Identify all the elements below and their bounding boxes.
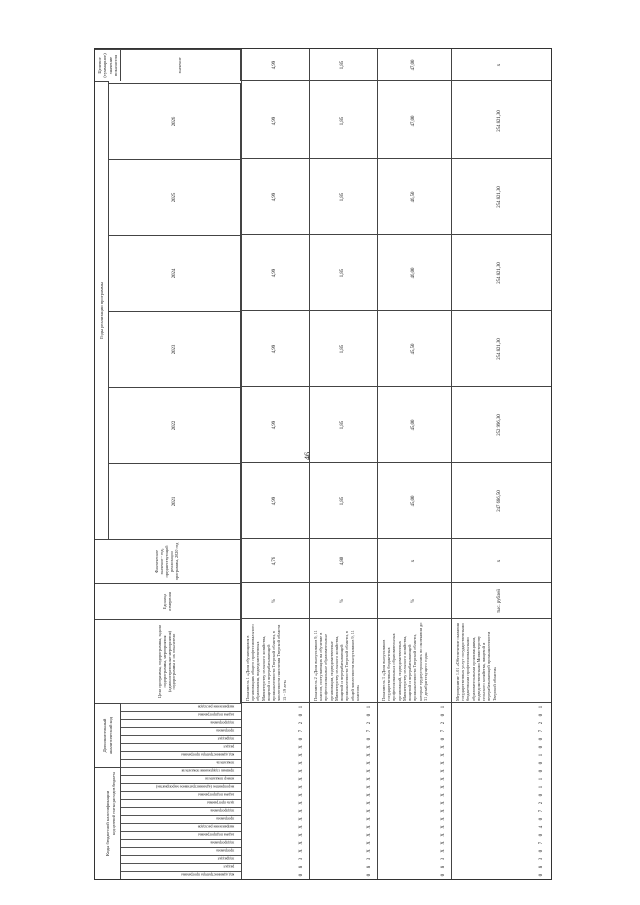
code-column-header (121, 703, 241, 711)
code-digit: X (367, 841, 372, 845)
code-column-label: направление расходов (198, 704, 235, 709)
fact-value: x (497, 559, 502, 563)
code-column-header (121, 727, 241, 735)
code-column-label: признак содержания показателя (181, 768, 235, 773)
row-separator (377, 49, 378, 879)
unit-value: % (411, 599, 416, 603)
code-column-header (121, 847, 241, 855)
code-column-label: номер показателя (205, 776, 235, 781)
column-divider (241, 618, 551, 619)
code-digit: 1 (367, 705, 372, 709)
code-digit: X (367, 809, 372, 813)
code-digit: 2 (441, 721, 446, 725)
code-column-header (121, 743, 241, 751)
code-digit: 0 (299, 873, 304, 877)
code-column-label: код администратора программы (181, 872, 235, 877)
target-value: 47,00 (411, 59, 416, 71)
code-column-header (121, 735, 241, 743)
code-digit: 3 (539, 857, 544, 861)
code-column-label: подраздел (218, 856, 235, 861)
year-value: 4,99 (272, 268, 277, 278)
code-digit: 0 (367, 713, 372, 717)
code-digit: X (299, 841, 304, 845)
code-digit: 1 (441, 705, 446, 709)
code-digits-row (539, 703, 545, 879)
year-value: 252 996,30 (497, 414, 502, 436)
code-digit: 1 (539, 785, 544, 789)
code-digit: 0 (299, 713, 304, 717)
code-column-header (121, 839, 241, 847)
code-digit: 7 (539, 809, 544, 813)
code-digit: X (299, 761, 304, 765)
fact-column-header: Фактическое значение - год, предшествующий реализации программы, 2020 год (95, 539, 241, 583)
column-divider (241, 702, 551, 703)
code-digit: X (299, 801, 304, 805)
code-digit: 0 (367, 737, 372, 741)
code-column-header (121, 831, 241, 839)
page-number: 46 (303, 452, 312, 460)
indicator-description: Показатель 3 «Доля выпускников государственных бюджетных профессиональных образовательных организаций, подведомственных Министерству сельского хозяйства, пищевой и перерабатывающей промышленности Тверской области, которые трудоустроились по окончании до 31 декабря текущего года» (381, 622, 428, 701)
code-column-label: код администратора программы (181, 752, 235, 757)
column-divider (241, 582, 551, 583)
code-digit: X (441, 801, 446, 805)
code-digit: 8 (367, 865, 372, 869)
code-digit: 8 (539, 865, 544, 869)
codes-header: Коды бюджетной классификации (95, 767, 121, 879)
year-value: 254 821,30 (497, 338, 502, 360)
code-digit: 0 (539, 737, 544, 741)
code-digit: 3 (441, 857, 446, 861)
program-indicators-table (94, 48, 552, 880)
code-digit: 7 (299, 729, 304, 733)
indicator-description: Показатель 2 «Доля выпускников 9, 11 классов, поступающих на обучение в профессиональные образовательные организации, подведомственные Министерству сельского хозяйства, пищевой и перерабатывающей промышленности Тверской области, в общей численности выпускников 9, 11 классов» (313, 630, 360, 701)
code-digit: 0 (539, 713, 544, 717)
code-digits-row (441, 703, 447, 879)
code-column-label: раздел (223, 744, 235, 749)
code-digit: X (299, 825, 304, 829)
code-digit: X (299, 777, 304, 781)
row-separator (241, 49, 242, 879)
year-value: 254 821,30 (497, 262, 502, 284)
code-digit: 0 (539, 761, 544, 765)
code-digit: X (299, 753, 304, 757)
code-digit: X (367, 817, 372, 821)
code-column-header (121, 775, 241, 783)
code-digit: 2 (539, 721, 544, 725)
year-value: 254 821,30 (497, 110, 502, 132)
column-divider (241, 158, 551, 159)
code-digit: 0 (441, 713, 446, 717)
code-digit: 0 (441, 873, 446, 877)
code-digits-row (367, 703, 373, 879)
code-digit: 2 (367, 721, 372, 725)
code-digit: X (299, 785, 304, 789)
code-digit: X (367, 785, 372, 789)
code-digit: X (367, 769, 372, 773)
column-divider (241, 310, 551, 311)
target-value: x (497, 63, 502, 67)
code-digit: 8 (299, 865, 304, 869)
code-digit: X (299, 793, 304, 797)
code-column-label: подпрограмма (210, 840, 235, 845)
year-value: 45,50 (411, 343, 416, 355)
code-column-header (121, 823, 241, 831)
code-digit: 2 (539, 801, 544, 805)
code-digit: 0 (539, 817, 544, 821)
year-value: 4,99 (272, 192, 277, 202)
code-column-label: задача подпрограммы (198, 712, 235, 717)
year-value: 46,00 (411, 267, 416, 279)
code-digit: 0 (539, 833, 544, 837)
code-digit: X (367, 801, 372, 805)
year-value: 1,85 (340, 344, 345, 354)
code-digit: X (441, 761, 446, 765)
indicator-description: Показатель 1 «Доля обучающихся в организациях общего профессионального образования, подведомственных Министерству сельского хозяйства, пищевой и перерабатывающей промышленности Тверской области, в численности населения Тверской области 15 - 19 лет» (245, 624, 287, 701)
code-column-header (121, 759, 241, 767)
code-digit: X (299, 809, 304, 813)
fact-value: 4,76 (272, 556, 277, 566)
extra-code-header: Дополнительный аналитический код (95, 703, 121, 767)
code-digit: X (441, 833, 446, 837)
code-digit: X (367, 753, 372, 757)
year-value: 47,00 (411, 115, 416, 127)
year-value: 4,99 (272, 344, 277, 354)
code-digit: 0 (539, 873, 544, 877)
code-digit: X (367, 849, 372, 853)
code-digit: 1 (539, 705, 544, 709)
code-digit: 0 (299, 737, 304, 741)
year-value: 1,85 (340, 116, 345, 126)
year-value: 45,00 (411, 419, 416, 431)
column-divider (241, 234, 551, 235)
year-value: 1,85 (340, 420, 345, 430)
code-column-header (121, 863, 241, 871)
unit-value: % (272, 599, 277, 603)
year-value: 254 821,30 (497, 186, 502, 208)
code-column-label: подпрограмма (210, 808, 235, 813)
target-value: 1,85 (340, 60, 345, 70)
code-column-header (121, 751, 241, 759)
code-digit: X (367, 833, 372, 837)
code-column-label: направление расходов (198, 824, 235, 829)
code-digit: X (367, 745, 372, 749)
code-digit: X (299, 745, 304, 749)
year-value: 1,85 (340, 268, 345, 278)
row-separator (309, 49, 310, 879)
code-digit: 7 (441, 729, 446, 733)
code-column-header (121, 783, 241, 791)
code-digit: 0 (539, 793, 544, 797)
years-header: Годы реализации программы (95, 81, 109, 539)
code-digit: X (299, 849, 304, 853)
code-column-header (121, 855, 241, 863)
code-digit: X (441, 753, 446, 757)
code-column-header (121, 799, 241, 807)
target-value: 4,99 (272, 60, 277, 70)
code-digit: 3 (367, 857, 372, 861)
column-divider (241, 80, 551, 81)
code-digit: X (299, 769, 304, 773)
indicator-description: Мероприятие 1.01 «Обеспечение оказания государственных услуг государственными бюджетными профессиональными образовательными организациями, подведомственными Министерству сельского хозяйства, пищевой и перерабатывающей промышленности Тверской области» (455, 623, 497, 701)
code-digit: X (299, 817, 304, 821)
code-column-header (121, 711, 241, 719)
code-digit: X (441, 841, 446, 845)
code-digit: 3 (299, 857, 304, 861)
code-column-label: подраздел (218, 736, 235, 741)
code-digit: X (441, 817, 446, 821)
code-column-header (121, 871, 241, 879)
unit-column-header: Единица измерения (95, 583, 241, 619)
code-digit: X (441, 769, 446, 773)
column-divider (241, 386, 551, 387)
year-column-header: 2024 (109, 235, 241, 311)
code-digit: X (367, 793, 372, 797)
code-digit: 0 (539, 745, 544, 749)
code-column-label: цель программы (207, 800, 235, 805)
code-column-label: показатель (216, 760, 235, 765)
code-column-header (121, 791, 241, 799)
code-digit: 0 (539, 849, 544, 853)
code-column-header (121, 807, 241, 815)
fact-value: 4,80 (340, 556, 345, 566)
year-value: 45,00 (411, 495, 416, 507)
code-digit: X (367, 777, 372, 781)
code-digit: X (367, 825, 372, 829)
code-digits-row (299, 703, 305, 879)
code-digit: 2 (299, 721, 304, 725)
code-column-header (121, 719, 241, 727)
target-value-header: значение (121, 49, 241, 81)
target-header: Целевое (суммарное) значение показателя (95, 49, 121, 81)
unit-value: тыс. рублей (497, 589, 502, 613)
document-page (94, 48, 552, 880)
code-column-label: подпрограмма (210, 720, 235, 725)
row-separator (451, 49, 452, 879)
code-column-header (121, 815, 241, 823)
year-value: 46,50 (411, 191, 416, 203)
code-column-label: программа (216, 848, 235, 853)
code-digit: 7 (539, 729, 544, 733)
year-column-header: 2022 (109, 387, 241, 463)
code-digit: 0 (539, 769, 544, 773)
fact-value: x (411, 559, 416, 563)
code-digit: X (441, 825, 446, 829)
code-digit: X (441, 809, 446, 813)
code-digit: X (299, 833, 304, 837)
code-digit: X (441, 785, 446, 789)
code-digit: X (441, 849, 446, 853)
year-column-header: 2025 (109, 159, 241, 235)
code-digit: X (367, 761, 372, 765)
code-digit: 7 (539, 841, 544, 845)
code-column-label: мероприятие (административное мероприятие) (156, 784, 235, 789)
code-digit: 7 (367, 729, 372, 733)
code-digit: 1 (539, 753, 544, 757)
year-value: 4,99 (272, 420, 277, 430)
code-digit: 1 (539, 777, 544, 781)
year-value: 1,85 (340, 496, 345, 506)
year-column-header: 2026 (109, 83, 241, 159)
column-divider (241, 538, 551, 539)
kvr-subheader: код целевой статьи расходов бюджета (109, 767, 121, 839)
code-digit: 0 (367, 873, 372, 877)
code-column-label: задача подпрограммы (198, 832, 235, 837)
unit-value: % (340, 599, 345, 603)
code-digit: X (441, 777, 446, 781)
code-column-label: программа (216, 816, 235, 821)
code-digit: 1 (299, 705, 304, 709)
year-column-header: 2021 (109, 463, 241, 539)
code-digit: 4 (539, 825, 544, 829)
code-column-label: раздел (223, 864, 235, 869)
goals-column-header: Цели программы, подпрограммы, задачи подпрограммы, мероприятия (административные мероприятия) подпрограммы и их показатели (95, 619, 241, 703)
code-digit: 8 (441, 865, 446, 869)
year-value: 4,99 (272, 116, 277, 126)
code-digit: 0 (441, 737, 446, 741)
year-column-header: 2023 (109, 311, 241, 387)
code-column-label: программа (216, 728, 235, 733)
code-digit: X (441, 745, 446, 749)
code-column-header (121, 767, 241, 775)
code-column-label: задача подпрограммы (198, 792, 235, 797)
year-value: 4,99 (272, 496, 277, 506)
year-value: 1,85 (340, 192, 345, 202)
code-digit: X (441, 793, 446, 797)
year-value: 247 686,50 (497, 490, 502, 512)
column-divider (241, 462, 551, 463)
